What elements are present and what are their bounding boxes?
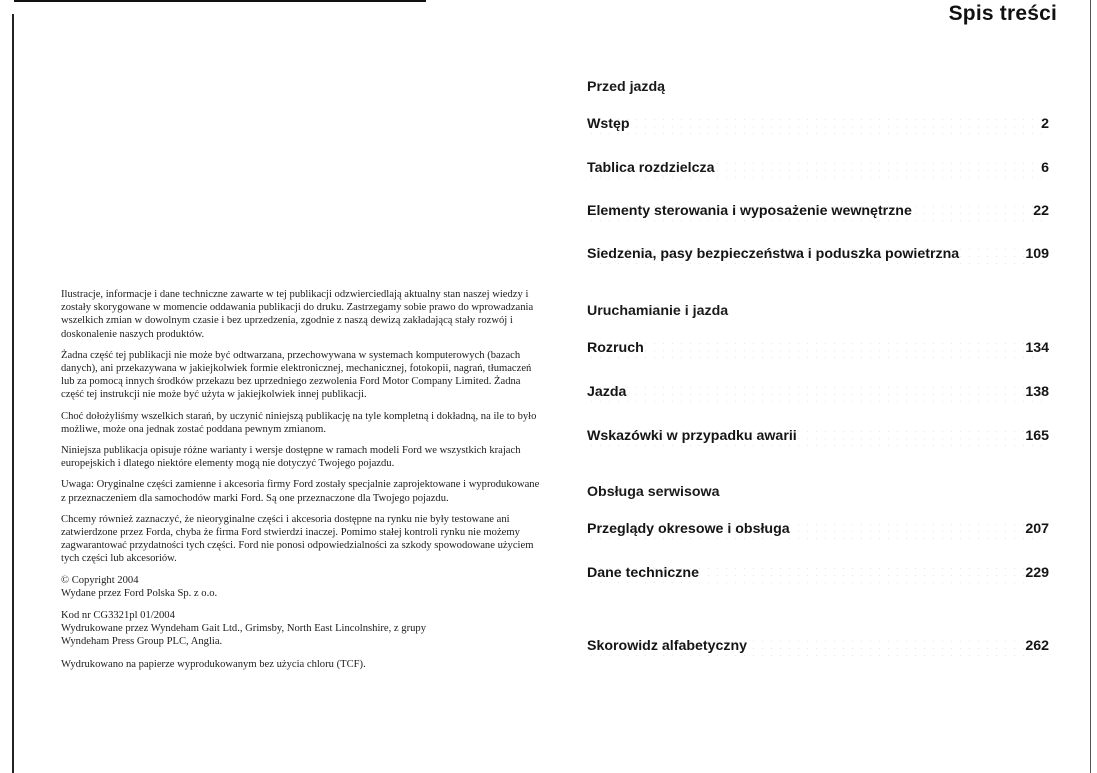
toc-entry[interactable] [587,203,1049,225]
print-info-block [61,609,543,649]
paper-line: Wydrukowano na papierze wyprodukowanym bez użycia chloru (TCF). [61,658,366,670]
legal-paragraph: Ilustracje, informacje i dane techniczne zawarte w tej publikacji odzwierciedlają aktualny stan naszej wiedzy i zostały skorygowane w momencie oddawania publikacji do druku. Zastrzegamy sobie prawo do wprowadzania wszelkich zmian w dowolnym czasie i bez uprzedzenia, zgodnie z naszą dewizą zakładającą stały rozwój i doskonalenie naszych produktów. [61,289,534,340]
toc-entry-label: Wstęp [587,116,630,132]
legal-paragraph: Choć dołożyliśmy wszelkich starań, by uczynić niniejszą publikację na tyle kompletną i dokładną, na ile to było możliwe, może ona jednak zostać poddana pewnym zmianom. [61,410,537,435]
section-heading: Przed jazdą [587,79,666,95]
toc-entry[interactable] [587,384,1049,406]
toc-entry-page: 109 [1025,246,1049,262]
legal-paragraph: Żadna część tej publikacji nie może być odtwarzana, przechowywana w systemach komputerowych (bazach danych), ani przekazywana w jakiejkolwiek formie elektronicznej, mechanicznej, fotokopii, nagrań, tłumaczeń lub za pomocą innych środków przekazu bez uprzedniego zezwolenia Ford Motor Company Limited. Żadna część tej instrukcji nie może być użyta w jakiejkolwiek innej publikacji. [61,349,532,401]
toc-entry-label: Jazda [587,384,627,400]
legal-paragraph: Uwaga: Oryginalne części zamienne i akcesoria firmy Ford zostały specjalnie zaprojektowane i wyprodukowane z przeznaczeniem dla samochodów marki Ford. Są one przeznaczone dla Twojego pojazdu. [61,479,540,504]
section-heading: Uruchamianie i jazda [587,303,729,319]
toc-entry-page: 229 [1025,565,1049,581]
copyright-block [61,574,543,600]
legal-notice [61,288,543,679]
toc-entry-page: 207 [1025,521,1049,537]
right-page [560,0,1097,773]
toc-entry[interactable] [587,246,1049,268]
publisher-line: Wydane przez Ford Polska Sp. z o.o. [61,587,218,599]
section-heading: Obsługa serwisowa [587,484,720,500]
toc-entry-page: 262 [1025,638,1049,654]
toc-entry-label: Siedzenia, pasy bezpieczeństwa i poduszka powietrzna [587,246,960,262]
toc-entry-label: Skorowidz alfabetyczny [587,638,748,654]
copyright-line: © Copyright 2004 [61,574,139,586]
toc-entry-label: Tablica rozdzielcza [587,160,715,176]
legal-paragraph: Chcemy również zaznaczyć, że nieoryginalne części i akcesoria dostępne na rynku nie były testowane ani zatwierdzone przez Forda, chyba że firma Ford stwierdzi inaczej. Pomimo stałej kontroli rynku nie możemy zagwarantować przydatności tych części. Ford nie ponosi odpowiedzialności za szkody spowodowane użyciem tych części lub akcesoriów. [61,513,534,565]
toc-entry-page: 138 [1025,384,1049,400]
toc-entry-page: 134 [1025,340,1049,356]
top-border-line [14,0,426,2]
toc-entry-page: 6 [1041,160,1049,176]
toc-entry-page: 22 [1033,203,1049,219]
toc-entry-label: Dane techniczne [587,565,699,581]
toc-entry-label: Elementy sterowania i wyposażenie wewnętrzne [587,203,912,219]
printer-line: Wydrukowane przez Wyndeham Gait Ltd., Grimsby, North East Lincolnshire, z grupy [61,623,426,635]
toc-entry-page: 2 [1041,116,1049,132]
toc-entry-index[interactable] [587,638,1049,660]
toc-entry-label: Przeglądy okresowe i obsługa [587,521,790,537]
toc-entry[interactable] [587,160,1049,182]
toc-entry[interactable] [587,521,1049,543]
toc-entry-label: Wskazówki w przypadku awarii [587,428,797,444]
page-title: Spis treści [948,2,1057,25]
toc-entry-label: Rozruch [587,340,644,356]
toc-entry[interactable] [587,116,1049,138]
toc-entry-page: 165 [1025,428,1049,444]
right-border-line [1090,0,1091,773]
toc-entry[interactable] [587,340,1049,362]
left-border-line [12,14,14,773]
toc-entry[interactable] [587,565,1049,587]
toc-entry[interactable] [587,428,1049,450]
legal-paragraph: Niniejsza publikacja opisuje różne warianty i wersje dostępne w ramach modeli Ford we wszystkich krajach europejskich i dlatego niektóre elementy mogą nie dotyczyć Twojego pojazdu. [61,445,521,470]
code-line: Kod nr CG3321pl 01/2004 [61,610,175,622]
printer-line: Wyndeham Press Group PLC, Anglia. [61,636,223,648]
